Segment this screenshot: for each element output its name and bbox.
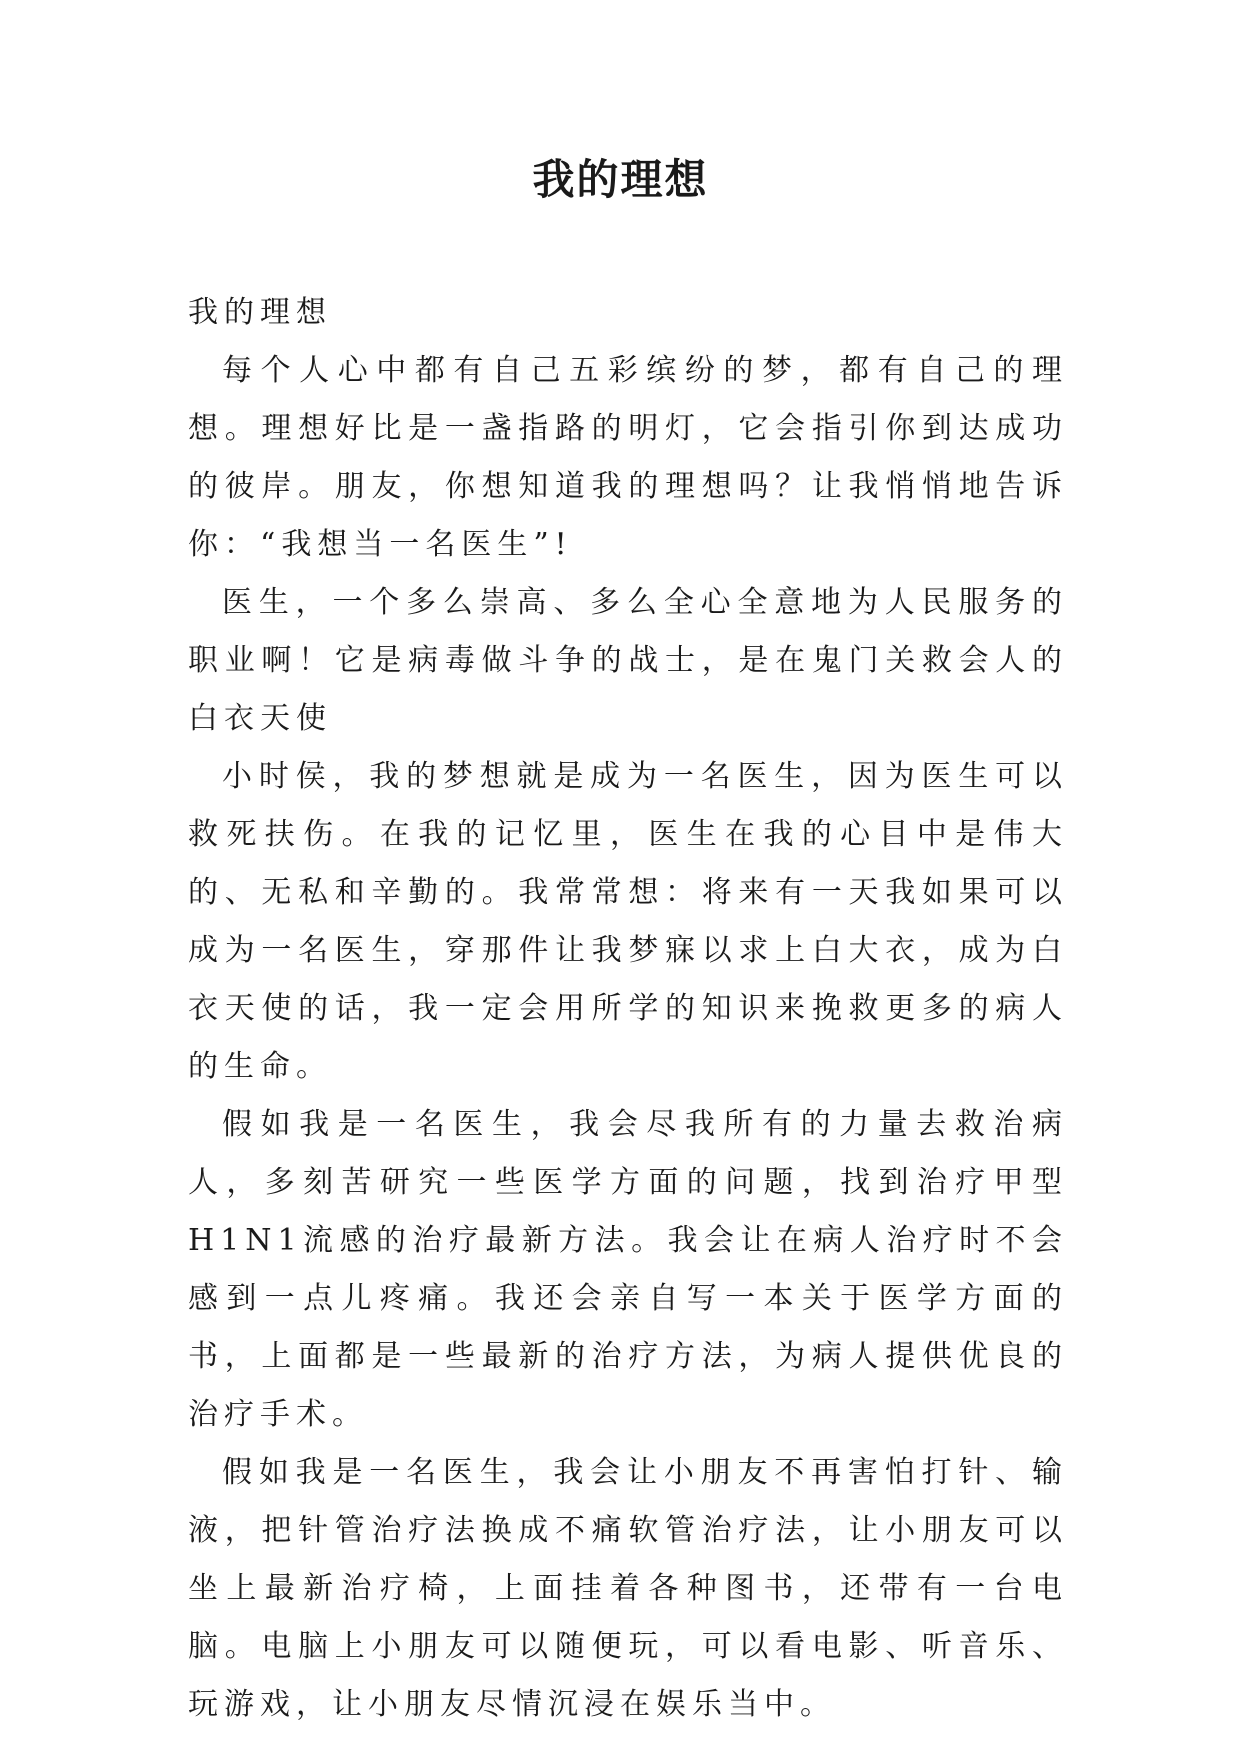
document-title: 我的理想	[532, 155, 709, 204]
paragraph: 每个人心中都有自己五彩缤纷的梦，都有自己的理想。理想好比是一盏指路的明灯，它会指引你到达成功的彼岸。朋友，你想知道我的理想吗？让我悄悄地告诉你：“我想当一名医生”!	[188, 353, 1068, 562]
document-subtitle: 我的理想	[188, 295, 332, 330]
document-body	[188, 284, 1068, 1734]
paragraph: 医生，一个多么崇高、多么全心全意地为人民服务的职业啊！它是病毒做斗争的战士，是在鬼门关救会人的白衣天使	[188, 585, 1068, 736]
paragraph: 假如我是一名医生，我会尽我所有的力量去救治病人，多刻苦研究一些医学方面的问题，找到治疗甲型H1N1流感的治疗最新方法。我会让在病人治疗时不会感到一点儿疼痛。我还会亲自写一本关于医学方面的书，上面都是一些最新的治疗方法，为病人提供优良的治疗手术。	[188, 1107, 1068, 1432]
paragraph: 假如我是一名医生，我会让小朋友不再害怕打针、输液，把针管治疗法换成不痛软管治疗法，让小朋友可以坐上最新治疗椅，上面挂着各种图书，还带有一台电脑。电脑上小朋友可以随便玩，可以看电影、听音乐、玩游戏，让小朋友尽情沉浸在娱乐当中。	[188, 1455, 1068, 1722]
paragraph: 小时侯，我的梦想就是成为一名医生，因为医生可以救死扶伤。在我的记忆里，医生在我的心目中是伟大的、无私和辛勤的。我常常想：将来有一天我如果可以成为一名医生，穿那件让我梦寐以求上白大衣，成为白衣天使的话，我一定会用所学的知识来挽救更多的病人的生命。	[188, 759, 1068, 1084]
